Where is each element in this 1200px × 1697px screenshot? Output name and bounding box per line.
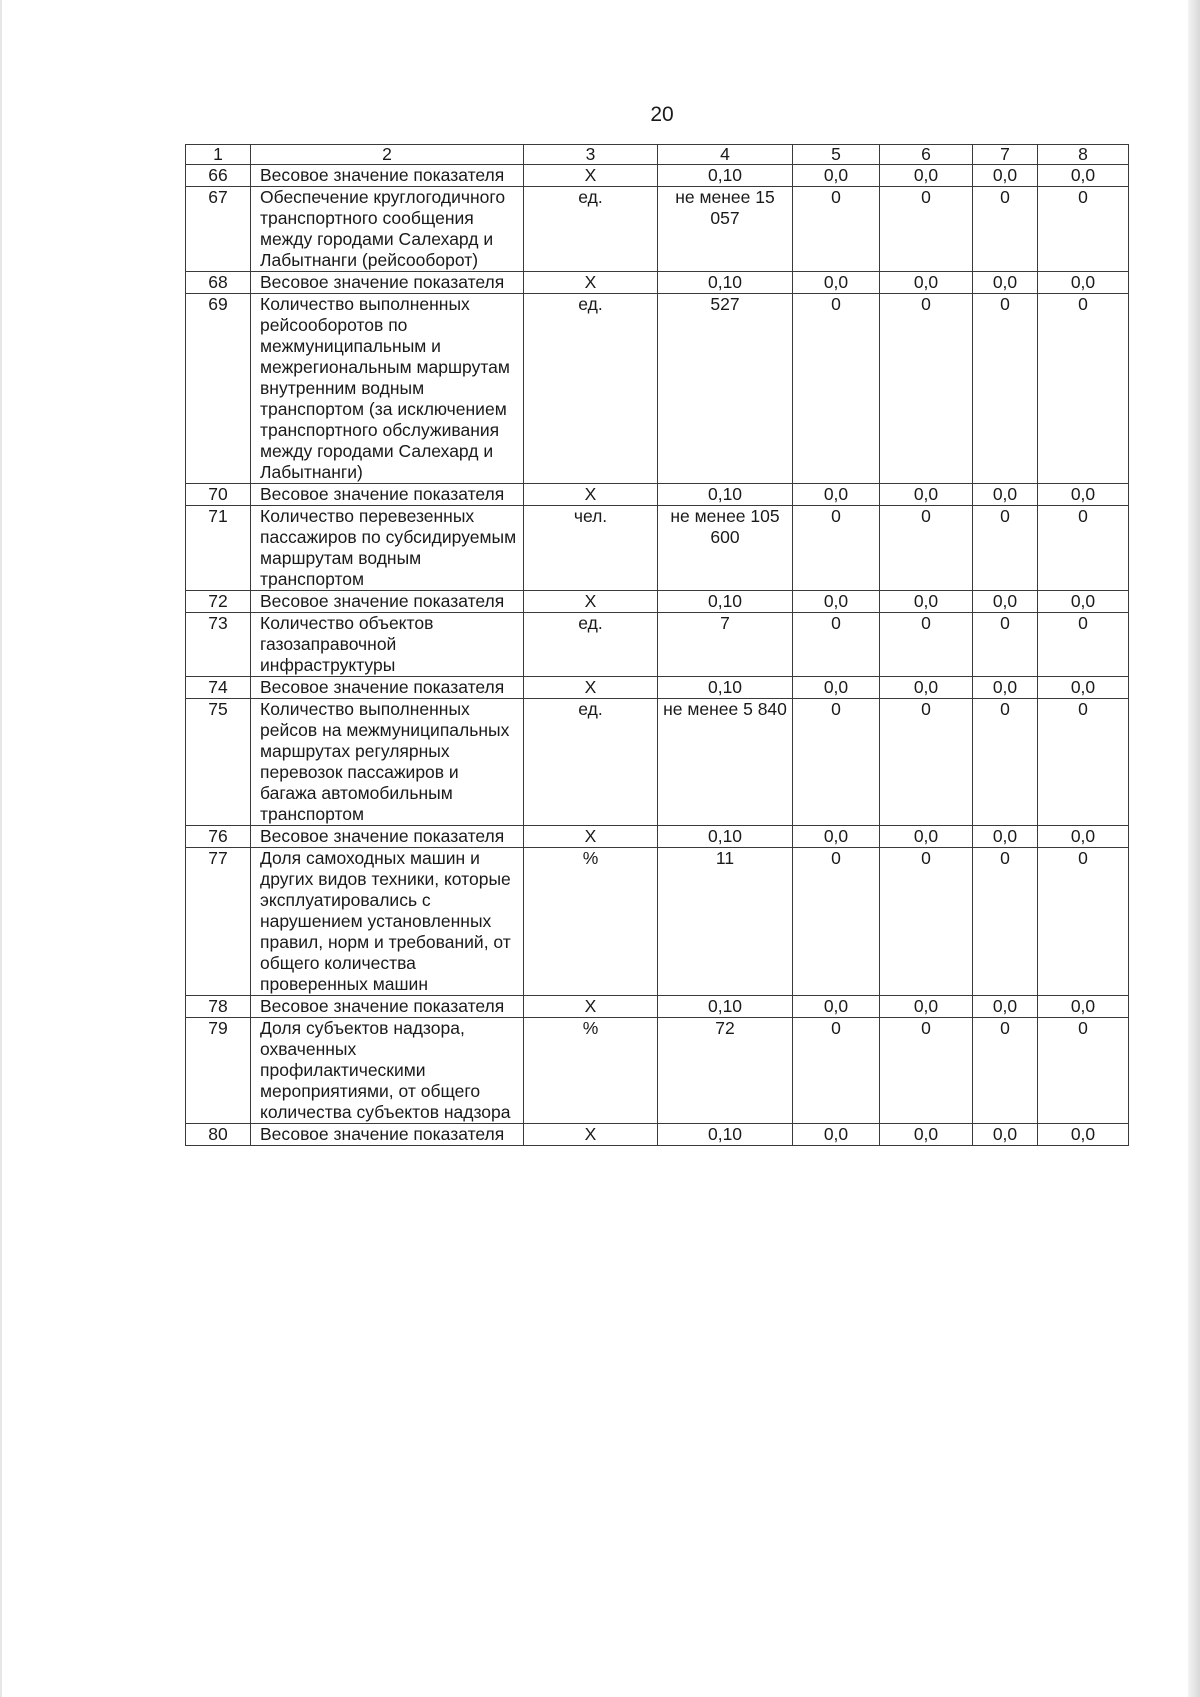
header-cell-2: 2	[251, 145, 524, 165]
value-col-6: 0,0	[880, 272, 973, 294]
unit-cell: ед.	[524, 613, 658, 677]
value-col-6: 0	[880, 699, 973, 826]
row-number: 71	[186, 506, 251, 591]
value-col-8: 0,0	[1038, 677, 1129, 699]
unit-cell: чел.	[524, 506, 658, 591]
table-body	[186, 145, 1129, 1146]
value-col-6: 0	[880, 506, 973, 591]
table-row	[186, 1018, 1129, 1124]
value-col-4: 7	[658, 613, 793, 677]
page-number: 20	[650, 103, 674, 126]
indicator-table	[185, 144, 1129, 1146]
value-col-4: 0,10	[658, 677, 793, 699]
indicator-name: Весовое значение показателя	[251, 272, 524, 294]
value-col-7: 0	[973, 699, 1038, 826]
indicator-name: Количество перевезенных пассажиров по субсидируемым маршрутам водным транспортом	[251, 506, 524, 591]
value-col-6: 0,0	[880, 484, 973, 506]
table-row	[186, 272, 1129, 294]
unit-cell: ед.	[524, 187, 658, 272]
indicator-name: Весовое значение показателя	[251, 996, 524, 1018]
value-col-7: 0,0	[973, 272, 1038, 294]
row-number: 70	[186, 484, 251, 506]
value-col-6: 0	[880, 848, 973, 996]
value-col-4: не менее 105 600	[658, 506, 793, 591]
header-cell-1: 1	[186, 145, 251, 165]
table-row	[186, 187, 1129, 272]
row-number: 75	[186, 699, 251, 826]
value-col-5: 0	[793, 1018, 880, 1124]
value-col-5: 0,0	[793, 165, 880, 187]
value-col-7: 0,0	[973, 484, 1038, 506]
unit-cell: Х	[524, 826, 658, 848]
table-row	[186, 294, 1129, 484]
value-col-8: 0	[1038, 848, 1129, 996]
table-row	[186, 1124, 1129, 1146]
value-col-7: 0,0	[973, 1124, 1038, 1146]
value-col-8: 0	[1038, 187, 1129, 272]
value-col-5: 0,0	[793, 996, 880, 1018]
value-col-8: 0,0	[1038, 272, 1129, 294]
value-col-5: 0,0	[793, 272, 880, 294]
unit-cell: Х	[524, 165, 658, 187]
value-col-5: 0,0	[793, 677, 880, 699]
value-col-5: 0	[793, 506, 880, 591]
indicator-name: Доля субъектов надзора, охваченных профилактическими мероприятиями, от общего количества субъектов надзора	[251, 1018, 524, 1124]
value-col-6: 0	[880, 613, 973, 677]
value-col-6: 0,0	[880, 1124, 973, 1146]
value-col-4: не менее 15 057	[658, 187, 793, 272]
value-col-7: 0	[973, 848, 1038, 996]
row-number: 73	[186, 613, 251, 677]
table-row	[186, 613, 1129, 677]
table-header-row	[186, 145, 1129, 165]
table-row	[186, 826, 1129, 848]
value-col-5: 0	[793, 699, 880, 826]
value-col-4: 11	[658, 848, 793, 996]
value-col-6: 0,0	[880, 677, 973, 699]
value-col-7: 0	[973, 294, 1038, 484]
row-number: 66	[186, 165, 251, 187]
indicator-name: Весовое значение показателя	[251, 677, 524, 699]
header-cell-7: 7	[973, 145, 1038, 165]
value-col-7: 0,0	[973, 591, 1038, 613]
indicator-name: Весовое значение показателя	[251, 1124, 524, 1146]
value-col-5: 0	[793, 848, 880, 996]
row-number: 76	[186, 826, 251, 848]
indicator-name: Весовое значение показателя	[251, 165, 524, 187]
unit-cell: Х	[524, 591, 658, 613]
value-col-8: 0,0	[1038, 165, 1129, 187]
unit-cell: ед.	[524, 294, 658, 484]
value-col-7: 0,0	[973, 826, 1038, 848]
value-col-5: 0	[793, 294, 880, 484]
value-col-8: 0,0	[1038, 996, 1129, 1018]
value-col-8: 0,0	[1038, 484, 1129, 506]
row-number: 80	[186, 1124, 251, 1146]
indicator-name: Количество объектов газозаправочной инфраструктуры	[251, 613, 524, 677]
table-row	[186, 165, 1129, 187]
value-col-4: 0,10	[658, 996, 793, 1018]
header-cell-5: 5	[793, 145, 880, 165]
indicator-name: Количество выполненных рейсов на межмуниципальных маршрутах регулярных перевозок пассажиров и багажа автомобильным транспортом	[251, 699, 524, 826]
value-col-4: 0,10	[658, 272, 793, 294]
table-row	[186, 699, 1129, 826]
header-cell-8: 8	[1038, 145, 1129, 165]
indicator-name: Обеспечение круглогодичного транспортного сообщения между городами Салехард и Лабытнанги (рейсооборот)	[251, 187, 524, 272]
value-col-6: 0	[880, 1018, 973, 1124]
unit-cell: %	[524, 1018, 658, 1124]
value-col-8: 0	[1038, 506, 1129, 591]
row-number: 68	[186, 272, 251, 294]
value-col-7: 0	[973, 613, 1038, 677]
indicator-name: Весовое значение показателя	[251, 484, 524, 506]
indicator-name: Весовое значение показателя	[251, 826, 524, 848]
value-col-8: 0	[1038, 699, 1129, 826]
value-col-4: не менее 5 840	[658, 699, 793, 826]
unit-cell: Х	[524, 677, 658, 699]
unit-cell: Х	[524, 1124, 658, 1146]
value-col-4: 0,10	[658, 826, 793, 848]
unit-cell: ед.	[524, 699, 658, 826]
value-col-7: 0	[973, 1018, 1038, 1124]
value-col-7: 0	[973, 187, 1038, 272]
value-col-8: 0	[1038, 294, 1129, 484]
table-row	[186, 996, 1129, 1018]
header-cell-3: 3	[524, 145, 658, 165]
row-number: 77	[186, 848, 251, 996]
value-col-5: 0,0	[793, 826, 880, 848]
scan-edge-left	[0, 0, 2, 1697]
value-col-5: 0	[793, 613, 880, 677]
value-col-4: 0,10	[658, 1124, 793, 1146]
unit-cell: Х	[524, 996, 658, 1018]
value-col-4: 0,10	[658, 484, 793, 506]
value-col-4: 72	[658, 1018, 793, 1124]
unit-cell: Х	[524, 272, 658, 294]
value-col-6: 0,0	[880, 996, 973, 1018]
value-col-7: 0,0	[973, 165, 1038, 187]
value-col-8: 0,0	[1038, 826, 1129, 848]
table-row	[186, 591, 1129, 613]
row-number: 78	[186, 996, 251, 1018]
value-col-6: 0	[880, 187, 973, 272]
value-col-5: 0,0	[793, 591, 880, 613]
row-number: 79	[186, 1018, 251, 1124]
value-col-8: 0	[1038, 613, 1129, 677]
table-row	[186, 506, 1129, 591]
indicator-name: Доля самоходных машин и других видов техники, которые эксплуатировались с нарушением установленных правил, норм и требований, от общего количества проверенных машин	[251, 848, 524, 996]
value-col-5: 0,0	[793, 1124, 880, 1146]
value-col-6: 0,0	[880, 591, 973, 613]
value-col-7: 0,0	[973, 996, 1038, 1018]
value-col-6: 0,0	[880, 826, 973, 848]
unit-cell: %	[524, 848, 658, 996]
value-col-5: 0	[793, 187, 880, 272]
value-col-8: 0,0	[1038, 1124, 1129, 1146]
header-cell-6: 6	[880, 145, 973, 165]
table-row	[186, 484, 1129, 506]
value-col-5: 0,0	[793, 484, 880, 506]
value-col-6: 0,0	[880, 165, 973, 187]
table-row	[186, 848, 1129, 996]
table-row	[186, 677, 1129, 699]
value-col-6: 0	[880, 294, 973, 484]
value-col-4: 527	[658, 294, 793, 484]
header-cell-4: 4	[658, 145, 793, 165]
indicator-name: Весовое значение показателя	[251, 591, 524, 613]
unit-cell: Х	[524, 484, 658, 506]
row-number: 67	[186, 187, 251, 272]
value-col-4: 0,10	[658, 165, 793, 187]
value-col-4: 0,10	[658, 591, 793, 613]
row-number: 69	[186, 294, 251, 484]
value-col-7: 0	[973, 506, 1038, 591]
row-number: 72	[186, 591, 251, 613]
indicator-name: Количество выполненных рейсооборотов по межмуниципальным и межрегиональным маршрутам внутренним водным транспортом (за исключением транспортного обслуживания между городами Салехард и Лабытнанги)	[251, 294, 524, 484]
value-col-8: 0,0	[1038, 591, 1129, 613]
row-number: 74	[186, 677, 251, 699]
value-col-7: 0,0	[973, 677, 1038, 699]
scan-edge-right	[1188, 0, 1200, 1697]
value-col-8: 0	[1038, 1018, 1129, 1124]
